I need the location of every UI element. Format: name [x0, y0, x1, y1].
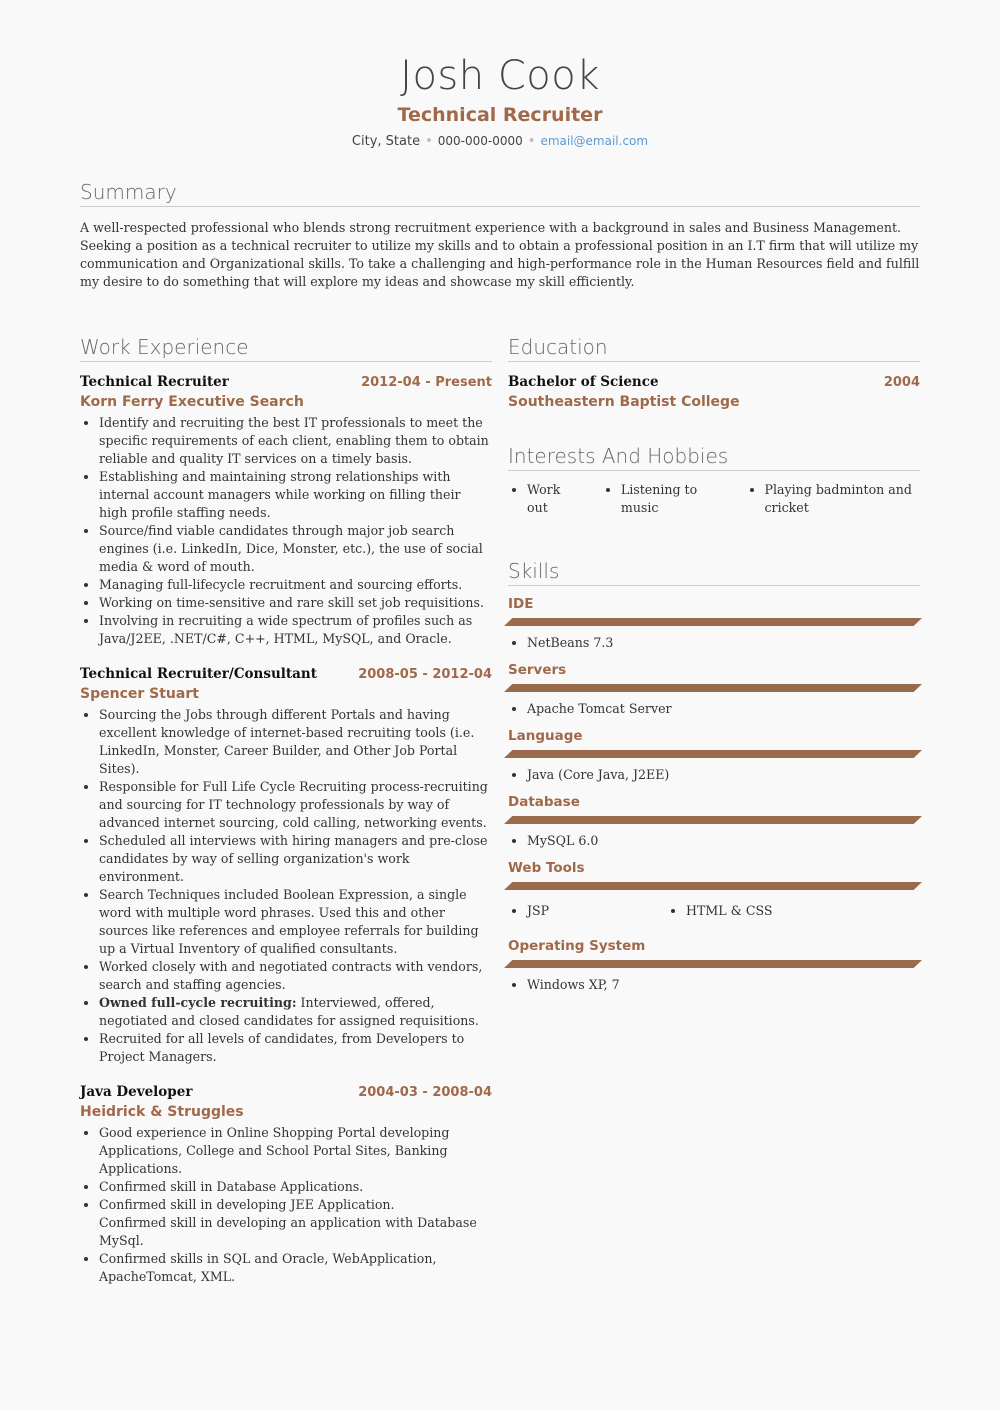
skill-category-name: Servers: [508, 662, 567, 678]
list-item: • MySQL 6.0: [527, 832, 920, 850]
hobbies-list: [508, 481, 920, 517]
list-item: • HTML & CSS: [686, 902, 886, 920]
skill-category-name: IDE: [508, 596, 534, 612]
list-item: • Windows XP, 7: [527, 976, 920, 994]
job-date: 2012-04 - Present: [361, 375, 492, 390]
skill-items: [508, 766, 920, 784]
list-item: • Managing full-lifecycle recruitment and sourcing efforts.: [99, 576, 492, 594]
contact-phone: 000-000-0000: [437, 134, 523, 148]
list-item: • Apache Tomcat Server: [527, 700, 920, 718]
skill-category: [508, 794, 920, 850]
skill-category: [508, 938, 920, 994]
skill-category-name: Language: [508, 728, 583, 744]
list-item: • Recruited for all levels of candidates, from Developers to Project Managers.: [99, 1030, 492, 1066]
bullet-line: Confirmed skill in developing JEE Application.: [99, 1197, 395, 1212]
job-company: Korn Ferry Executive Search: [80, 394, 304, 410]
skill-category: [508, 662, 920, 718]
bullet-line: Confirmed skill in developing an application with Database MySql.: [99, 1215, 477, 1248]
job-entry: [80, 666, 492, 1066]
bullet-rest: Interviewed, offered, negotiated and closed candidates for assigned requisitions.: [99, 995, 479, 1028]
degree: Bachelor of Science: [508, 374, 659, 390]
summary-section: [80, 180, 920, 291]
job-bullets: [80, 706, 492, 1066]
skill-category: [508, 860, 920, 920]
contact-city: City, State: [351, 134, 421, 149]
job-title: Technical Recruiter: [80, 374, 229, 390]
summary-text: A well-respected professional who blends strong recruitment experience with a background in sales and Business Management. Seeking a position as a technical recruiter to utilize my skills and to obtain a professional position in an I.T firm that will utilize my communication and Organizational skills. To take a challenging and high-performance role in the Human Resources field and fulfill my desire to do something that will explore my ideas and showcase my skill efficiently.: [80, 220, 920, 289]
hobby-col: [746, 481, 921, 517]
education-entry: [508, 374, 920, 410]
skill-bar: [504, 618, 922, 626]
resume-header: [0, 50, 1000, 149]
list-item: • Identify and recruiting the best IT professionals to meet the specific requirements of each client, enabling them to obtain reliable and quality IT services on a timely basis.: [99, 414, 492, 468]
skill-category-name: Database: [508, 794, 580, 810]
education-heading: Education: [508, 335, 920, 362]
skills-heading: Skills: [508, 559, 920, 586]
separator-dot-icon: •: [425, 134, 433, 149]
list-item: • Listening to music: [621, 481, 722, 517]
skill-category: [508, 728, 920, 784]
work-experience-section: [80, 335, 492, 1286]
skill-col: [667, 902, 886, 920]
skill-bar: [504, 684, 922, 692]
skill-bar: [504, 816, 922, 824]
candidate-name: Josh Cook: [400, 53, 600, 99]
skill-items: [508, 898, 920, 920]
skill-items: [508, 634, 920, 652]
skill-bar: [504, 882, 922, 890]
job-date: 2004-03 - 2008-04: [358, 1085, 492, 1100]
skill-category-name: Operating System: [508, 938, 646, 954]
list-item: • Good experience in Online Shopping Portal developing Applications, College and School Portal Sites, Banking Applications.: [99, 1124, 492, 1178]
list-item: • Establishing and maintaining strong relationships with internal account managers while working on filling their high profile staffing needs.: [99, 468, 492, 522]
hobby-col: [602, 481, 722, 517]
list-item: • Java (Core Java, J2EE): [527, 766, 920, 784]
summary-heading: Summary: [80, 180, 920, 207]
job-company: Heidrick & Struggles: [80, 1104, 244, 1120]
job-title: Java Developer: [80, 1084, 193, 1100]
skill-category: [508, 596, 920, 652]
skill-items: [508, 832, 920, 850]
skill-bar: [504, 960, 922, 968]
job-bullets: [80, 414, 492, 648]
list-item: • Source/find viable candidates through major job search engines (i.e. LinkedIn, Dice, Monster, etc.), the use of social media & word of mouth.: [99, 522, 492, 576]
list-item: [99, 994, 492, 1030]
list-item: • Search Techniques included Boolean Expression, a single word with multiple word phrases. Used this and other sources like references and employee referrals for building up a Virtual Inventory of qualified consultants.: [99, 886, 492, 958]
list-item: • Confirmed skills in SQL and Oracle, WebApplication, ApacheTomcat, XML.: [99, 1250, 492, 1286]
list-item: • Involving in recruiting a wide spectrum of profiles such as Java/J2EE, .NET/C#, C++, HTML, MySQL, and Oracle.: [99, 612, 492, 648]
list-item: [99, 1196, 492, 1250]
contact-email-link[interactable]: email@email.com: [540, 134, 649, 148]
list-item: • NetBeans 7.3: [527, 634, 920, 652]
bold-lead: Owned full-cycle recruiting:: [99, 995, 297, 1010]
job-bullets: [80, 1124, 492, 1286]
job-title: Technical Recruiter/Consultant: [80, 666, 317, 682]
list-item: • JSP: [527, 902, 667, 920]
list-item: • Confirmed skill in Database Applications.: [99, 1178, 492, 1196]
separator-dot-icon: •: [527, 134, 536, 149]
school: Southeastern Baptist College: [508, 394, 740, 410]
list-item: • Scheduled all interviews with hiring managers and pre-close candidates by way of selling organization's work environment.: [99, 832, 492, 886]
skill-col: [508, 902, 667, 920]
list-item: • Working on time-sensitive and rare skill set job requisitions.: [99, 594, 492, 612]
list-item: • Responsible for Full Life Cycle Recruiting process-recruiting and sourcing for IT technology professionals by way of advanced internet sourcing, cold calling, networking events.: [99, 778, 492, 832]
work-experience-heading: Work Experience: [80, 335, 492, 362]
list-item: • Sourcing the Jobs through different Portals and having excellent knowledge of internet-based recruiting tools (i.e. LinkedIn, Monster, Career Builder, and Other Job Portal Sites).: [99, 706, 492, 778]
contact-line: [0, 134, 1000, 149]
job-company: Spencer Stuart: [80, 686, 199, 702]
right-column: [508, 335, 920, 994]
job-entry: [80, 1084, 492, 1286]
skill-category-name: Web Tools: [508, 860, 585, 876]
skill-items: [508, 976, 920, 994]
list-item: • Playing badminton and cricket: [765, 481, 921, 517]
list-item: • Work out: [527, 481, 582, 517]
hobbies-heading: Interests And Hobbies: [508, 444, 920, 471]
skill-items: [508, 700, 920, 718]
candidate-title: Technical Recruiter: [397, 104, 603, 126]
job-date: 2008-05 - 2012-04: [358, 667, 492, 682]
skill-bar: [504, 750, 922, 758]
graduation-year: 2004: [883, 375, 920, 390]
job-entry: [80, 374, 492, 648]
list-item: • Worked closely with and negotiated contracts with vendors, search and staffing agencies.: [99, 958, 492, 994]
hobby-col: [508, 481, 582, 517]
